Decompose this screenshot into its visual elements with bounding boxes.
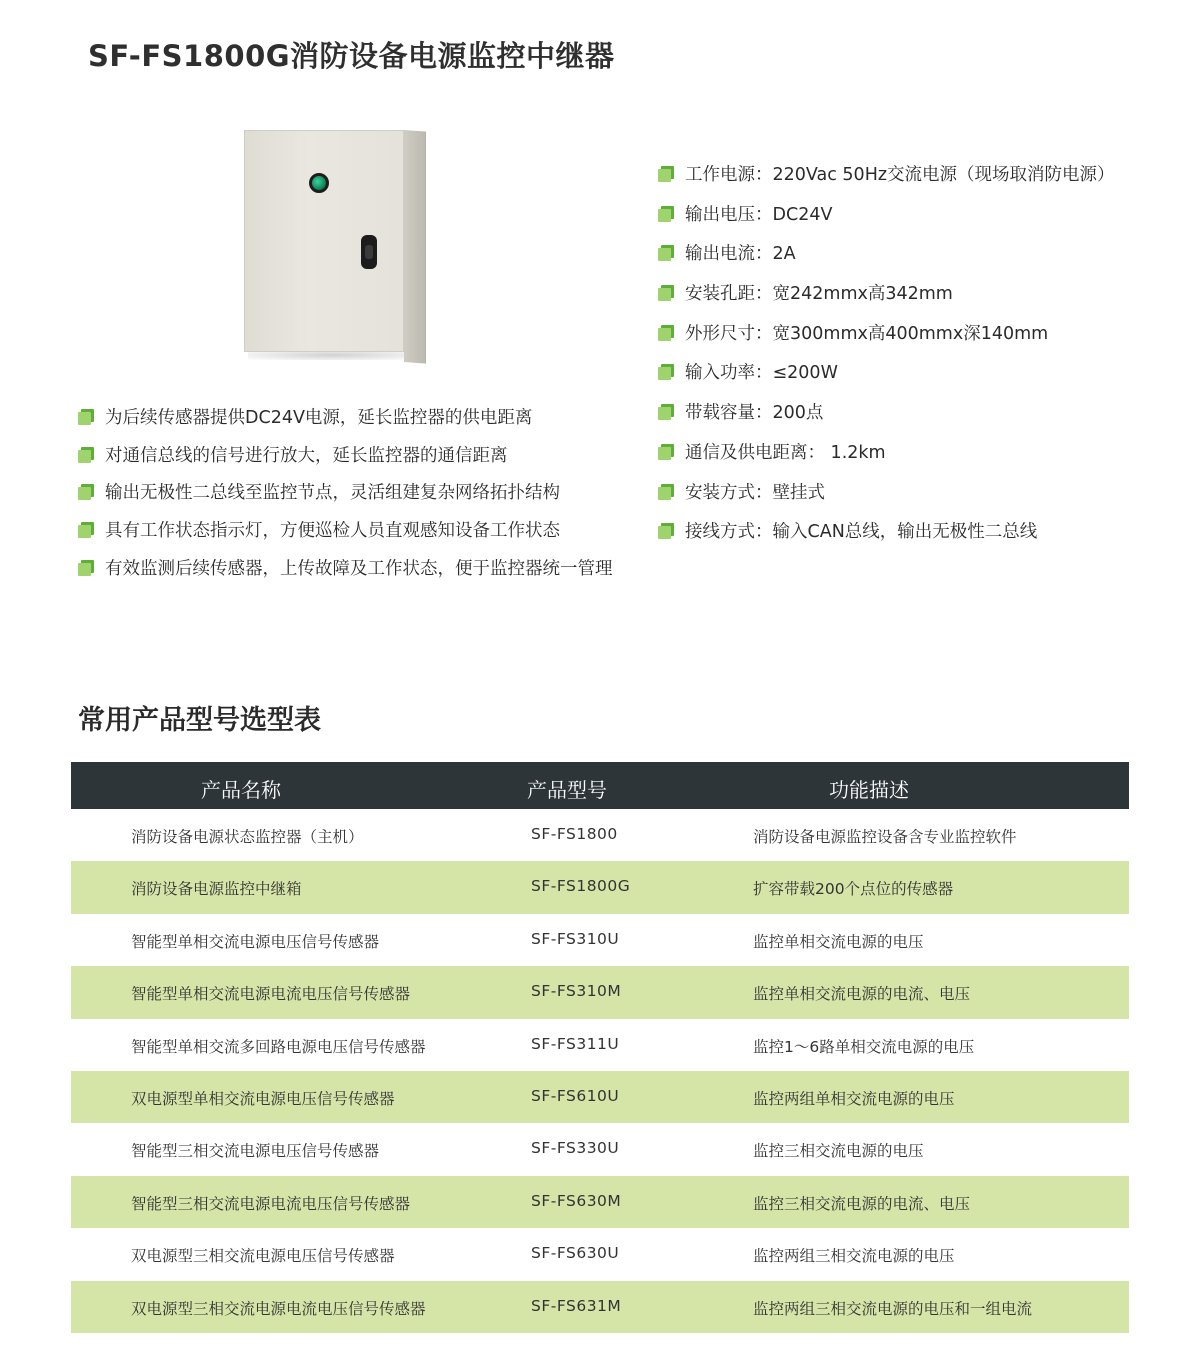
- green-square-bullet-icon: [658, 285, 674, 301]
- spec-item: 外形尺寸：宽300mmx高400mmx深140mm: [658, 320, 1115, 360]
- cell-product-name: 智能型单相交流电源电流电压信号传感器: [131, 985, 411, 1004]
- table-row: [71, 1019, 1129, 1071]
- table-row: [71, 914, 1129, 966]
- table-row: [71, 809, 1129, 861]
- table-row: [71, 966, 1129, 1018]
- cell-product-name: 双电源型三相交流电源电流电压信号传感器: [131, 1299, 426, 1318]
- green-square-bullet-icon: [658, 444, 674, 460]
- cell-function: 扩容带载200个点位的传感器: [753, 880, 954, 899]
- column-header-product-model: 产品型号: [527, 778, 607, 802]
- column-header-function: 功能描述: [829, 778, 909, 802]
- cell-product-model: SF-FS1800G: [531, 877, 631, 896]
- cell-product-model: SF-FS330U: [531, 1139, 620, 1158]
- table-row: [71, 1228, 1129, 1280]
- table-row: [71, 861, 1129, 913]
- green-square-bullet-icon: [78, 409, 94, 425]
- table-row: [71, 1071, 1129, 1123]
- spec-item: 通信及供电距离： 1.2km: [658, 439, 1115, 479]
- table-header: [71, 762, 1129, 809]
- cell-product-name: 智能型单相交流多回路电源电压信号传感器: [131, 1037, 426, 1056]
- green-square-bullet-icon: [658, 166, 674, 182]
- green-square-bullet-icon: [78, 447, 94, 463]
- cell-product-name: 消防设备电源监控中继箱: [131, 880, 302, 899]
- spec-item: 输入功率：≤200W: [658, 359, 1115, 399]
- green-square-bullet-icon: [78, 522, 94, 538]
- green-square-bullet-icon: [78, 560, 94, 576]
- cell-product-model: SF-FS631M: [531, 1296, 622, 1315]
- spec-list: [658, 161, 1115, 558]
- cell-function: 监控单相交流电源的电压: [753, 932, 924, 951]
- feature-list: [78, 404, 613, 592]
- cell-function: 监控两组三相交流电源的电压和一组电流: [753, 1299, 1033, 1318]
- green-square-bullet-icon: [658, 206, 674, 222]
- spec-item: 输出电压：DC24V: [658, 201, 1115, 241]
- cell-product-model: SF-FS311U: [531, 1034, 620, 1053]
- cell-product-model: SF-FS630U: [531, 1244, 620, 1263]
- green-square-bullet-icon: [658, 484, 674, 500]
- cell-product-model: SF-FS310M: [531, 982, 622, 1001]
- green-square-bullet-icon: [658, 364, 674, 380]
- spec-item: 安装孔距：宽242mmx高342mm: [658, 280, 1115, 320]
- cell-function: 监控单相交流电源的电流、电压: [753, 985, 971, 1004]
- feature-item: 有效监测后续传感器，上传故障及工作状态，便于监控器统一管理: [78, 555, 613, 593]
- status-indicator-light-icon: [309, 173, 329, 193]
- spec-item: 工作电源：220Vac 50Hz交流电源（现场取消防电源）: [658, 161, 1115, 201]
- spec-item: 接线方式：输入CAN总线，输出无极性二总线: [658, 518, 1115, 558]
- cell-product-name: 消防设备电源状态监控器（主机）: [131, 828, 364, 846]
- green-square-bullet-icon: [78, 484, 94, 500]
- cell-product-name: 双电源型三相交流电源电压信号传感器: [131, 1247, 395, 1266]
- cell-product-name: 智能型三相交流电源电流电压信号传感器: [131, 1194, 411, 1213]
- cabinet-front-panel: [244, 130, 404, 352]
- spec-item: 安装方式：壁挂式: [658, 479, 1115, 519]
- cell-product-name: 智能型三相交流电源电压信号传感器: [131, 1142, 380, 1161]
- green-square-bullet-icon: [658, 404, 674, 420]
- cell-product-model: SF-FS1800: [531, 825, 618, 843]
- table-row: [71, 1176, 1129, 1228]
- cell-function: 监控1～6路单相交流电源的电压: [753, 1037, 975, 1056]
- cell-function: 监控两组单相交流电源的电压: [753, 1089, 955, 1108]
- feature-item: 输出无极性二总线至监控节点，灵活组建复杂网络拓扑结构: [78, 479, 613, 517]
- green-square-bullet-icon: [658, 245, 674, 261]
- table-row: [71, 1281, 1129, 1333]
- green-square-bullet-icon: [658, 523, 674, 539]
- green-square-bullet-icon: [658, 325, 674, 341]
- cell-function: 监控三相交流电源的电压: [753, 1142, 924, 1161]
- door-lock-handle-icon: [361, 235, 377, 269]
- feature-item: 对通信总线的信号进行放大，延长监控器的通信距离: [78, 442, 613, 480]
- table-row: [71, 1123, 1129, 1175]
- cell-product-name: 双电源型单相交流电源电压信号传感器: [131, 1089, 395, 1108]
- cell-function: 监控三相交流电源的电流、电压: [753, 1194, 971, 1213]
- cell-product-name: 智能型单相交流电源电压信号传感器: [131, 932, 380, 951]
- cell-product-model: SF-FS610U: [531, 1086, 620, 1105]
- spec-item: 输出电流：2A: [658, 240, 1115, 280]
- cell-product-model: SF-FS310U: [531, 929, 620, 948]
- cell-function: 消防设备电源监控设备含专业监控软件: [753, 828, 1017, 846]
- model-selection-table: [71, 762, 1129, 1333]
- selection-table-title: 常用产品型号选型表: [78, 705, 321, 736]
- column-header-product-name: 产品名称: [201, 778, 281, 802]
- cell-function: 监控两组三相交流电源的电压: [753, 1247, 955, 1266]
- spec-item: 带载容量：200点: [658, 399, 1115, 439]
- feature-item: 具有工作状态指示灯，方便巡检人员直观感知设备工作状态: [78, 517, 613, 555]
- feature-item: 为后续传感器提供DC24V电源，延长监控器的供电距离: [78, 404, 613, 442]
- cell-product-model: SF-FS630M: [531, 1191, 622, 1210]
- page-title: SF-FS1800G消防设备电源监控中继器: [88, 39, 615, 73]
- cabinet-side-panel: [404, 130, 426, 364]
- product-image: [238, 124, 438, 370]
